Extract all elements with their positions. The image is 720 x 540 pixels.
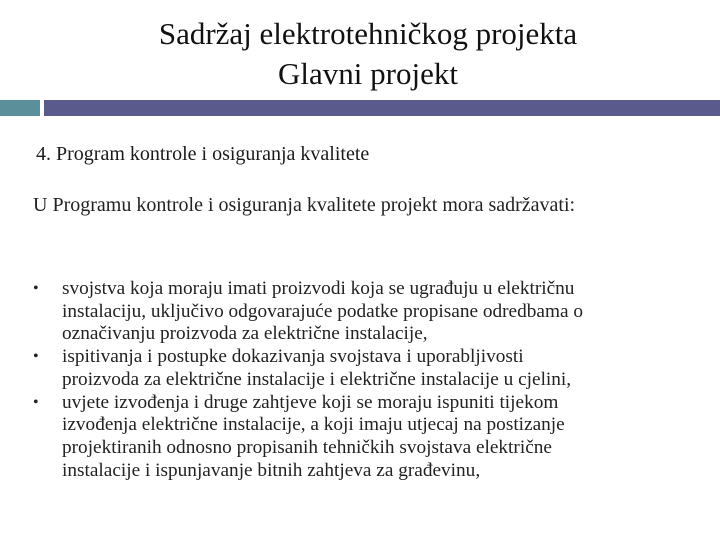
bullet-line: uvjete izvođenja i druge zahtjeve koji se moraju ispuniti tijekom (62, 391, 559, 413)
intro-paragraph: U Programu kontrole i osiguranja kvalitete projekt mora sadržavati: (33, 194, 576, 216)
bullet-icon: • (33, 393, 39, 411)
slide-title-line-2: Glavni projekt (278, 56, 458, 91)
bullet-line: projektiranih odnosno propisanih tehničkih svojstava električne (62, 436, 552, 458)
bullet-item (33, 392, 693, 483)
bullet-line: ispitivanja i postupke dokazivanja svojstava i uporabljivosti (62, 346, 524, 368)
bullet-line: svojstva koja moraju imati proizvodi koja se ugrađuju u električnu (62, 278, 575, 299)
bullet-icon: • (33, 348, 39, 366)
bullet-list (33, 278, 693, 482)
bullet-line: instalacije i ispunjavanje bitnih zahtjeva za građevinu, (62, 459, 481, 481)
bullet-line: izvođenja električne instalacije, a koji imaju utjecaj na postizanje (62, 414, 565, 436)
slide-title (0, 14, 720, 94)
bullet-line: proizvoda za električne instalacije i električne instalacije u cjelini, (62, 368, 572, 390)
divider-accent-square (0, 100, 40, 116)
divider-bar (44, 100, 720, 116)
section-heading: 4. Program kontrole i osiguranja kvalitete (36, 143, 370, 165)
bullet-icon: • (33, 280, 39, 297)
bullet-line: instalaciju, uključivo odgovarajuće podatke propisane odredbama o (62, 300, 583, 322)
bullet-line: označivanju proizvoda za električne instalacije, (62, 323, 428, 345)
bullet-item (33, 278, 693, 346)
bullet-item (33, 346, 693, 391)
slide-title-line-1: Sadržaj elektrotehničkog projekta (158, 16, 578, 51)
